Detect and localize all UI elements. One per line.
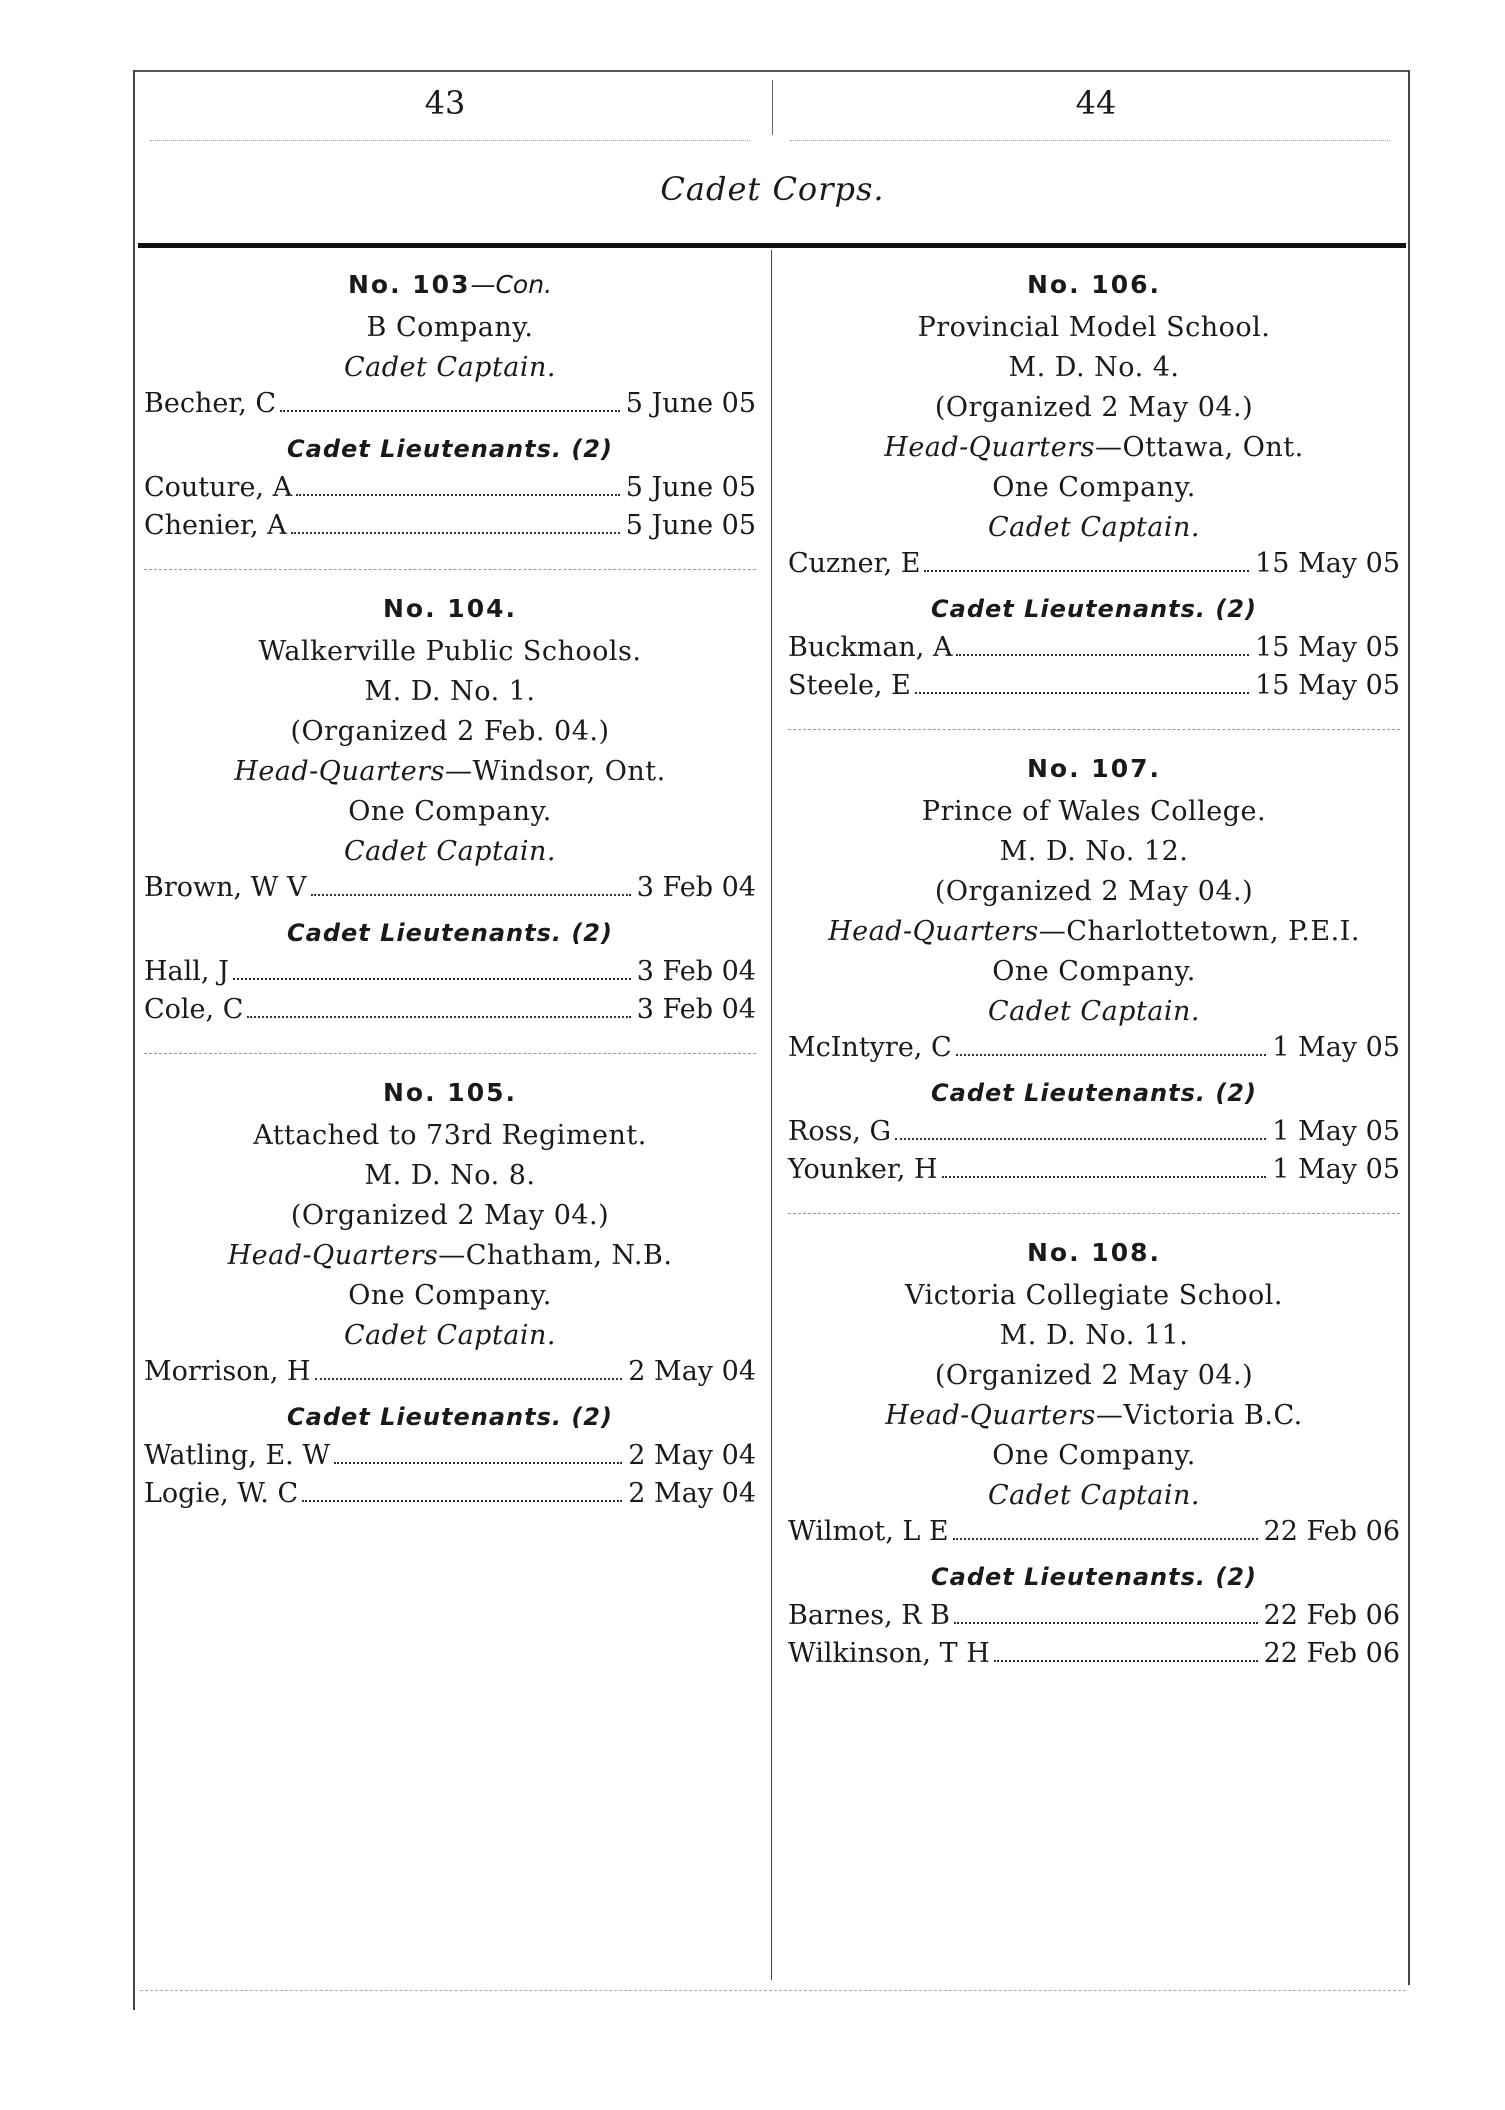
unit-number: No. 103 [347, 270, 471, 299]
left-page-number: 43 [424, 84, 466, 122]
lieutenant-date: 15 May 05 [1255, 632, 1400, 663]
bottom-rule [140, 1990, 1406, 1991]
unit-title-suffix: —Con. [470, 270, 553, 299]
cadet-captain-label: Cadet Captain. [987, 996, 1201, 1027]
lieutenant-entry [788, 1597, 1400, 1635]
captain-date: 5 June 05 [625, 388, 756, 419]
column-divider [771, 250, 772, 1980]
captain-entry [144, 1353, 756, 1391]
lieutenant-date: 1 May 05 [1272, 1116, 1400, 1147]
headquarters-value: —Chatham, N.B. [438, 1240, 673, 1271]
cadet-lieutenants-label: Cadet Lieutenants. (2) [287, 1403, 613, 1431]
headquarters-label: Head-Quarters [884, 432, 1095, 463]
lieutenant-entry [144, 469, 756, 507]
lieutenant-entry [788, 1151, 1400, 1189]
captain-date: 2 May 04 [628, 1356, 756, 1387]
lieutenant-name: Hall, J [144, 956, 229, 987]
lieutenant-entry [144, 1437, 756, 1475]
headquarters-value: —Charlottetown, P.E.I. [1038, 916, 1360, 947]
unit-block [144, 569, 756, 1029]
lieutenant-date: 2 May 04 [628, 1478, 756, 1509]
captain-entry [788, 545, 1400, 583]
captain-name: Morrison, H [144, 1356, 311, 1387]
lieutenant-entry [144, 1475, 756, 1513]
company-line: One Company. [992, 472, 1196, 503]
cadet-lieutenants-label: Cadet Lieutenants. (2) [931, 1079, 1257, 1107]
captain-name: McIntyre, C [788, 1032, 952, 1063]
frame-top-rule [133, 70, 1409, 72]
cadet-captain-label: Cadet Captain. [987, 1480, 1201, 1511]
cadet-lieutenants-label: Cadet Lieutenants. (2) [931, 1563, 1257, 1591]
headquarters-line [788, 431, 1400, 465]
unit-title [788, 754, 1400, 783]
frame-right-rule [1408, 70, 1410, 1985]
cadet-lieutenants-label: Cadet Lieutenants. (2) [287, 919, 613, 947]
headquarters-value: —Ottawa, Ont. [1094, 432, 1304, 463]
leader-dots [315, 1378, 623, 1380]
lieutenant-name: Watling, E. W [144, 1440, 331, 1471]
lieutenant-name: Barnes, R B [788, 1600, 950, 1631]
leader-dots [302, 1500, 622, 1502]
headquarters-label: Head-Quarters [234, 756, 445, 787]
headquarters-value: —Windsor, Ont. [444, 756, 666, 787]
captain-name: Wilmot, L E [788, 1516, 949, 1547]
header-dotted-rule-left [150, 140, 750, 141]
unit-info-line: (Organized 2 May 04.) [934, 392, 1254, 423]
right-column [788, 270, 1400, 1673]
lieutenant-date: 5 June 05 [625, 510, 756, 541]
unit-block [144, 270, 756, 545]
unit-info-line: Prince of Wales College. [921, 796, 1267, 827]
unit-info-line: B Company. [366, 312, 534, 343]
leader-dots [953, 1538, 1258, 1540]
leader-dots [247, 1016, 630, 1018]
leader-dots [994, 1660, 1258, 1662]
lieutenant-entry [788, 1113, 1400, 1151]
unit-block [144, 1053, 756, 1513]
lieutenant-entry [144, 953, 756, 991]
unit-info-line: M. D. No. 8. [364, 1160, 536, 1191]
leader-dots [311, 894, 631, 896]
captain-entry [144, 869, 756, 907]
leader-dots [334, 1462, 622, 1464]
leader-dots [954, 1622, 1258, 1624]
lieutenant-entry [144, 507, 756, 545]
unit-number: No. 105. [383, 1078, 517, 1107]
lieutenant-date: 2 May 04 [628, 1440, 756, 1471]
unit-separator [144, 569, 756, 570]
lieutenant-name: Ross, G [788, 1116, 892, 1147]
lieutenant-date: 15 May 05 [1255, 670, 1400, 701]
unit-block [788, 729, 1400, 1189]
unit-info-line: Provincial Model School. [917, 312, 1271, 343]
left-column [144, 270, 756, 1513]
unit-info-line: M. D. No. 1. [364, 676, 536, 707]
captain-date: 15 May 05 [1255, 548, 1400, 579]
company-line: One Company. [992, 956, 1196, 987]
lieutenant-name: Younker, H [788, 1154, 938, 1185]
section-title: Cadet Corps. [660, 170, 885, 208]
lieutenant-entry [788, 629, 1400, 667]
lieutenant-name: Buckman, A [788, 632, 953, 663]
unit-separator [788, 1213, 1400, 1214]
company-line: One Company. [348, 1280, 552, 1311]
unit-info-line: M. D. No. 4. [1008, 352, 1180, 383]
company-line: One Company. [348, 796, 552, 827]
unit-title [144, 270, 756, 299]
leader-dots [942, 1176, 1267, 1178]
lieutenant-entry [788, 1635, 1400, 1673]
lieutenant-entry [144, 991, 756, 1029]
unit-number: No. 107. [1027, 754, 1161, 783]
unit-title [788, 270, 1400, 299]
headquarters-label: Head-Quarters [885, 1400, 1096, 1431]
lieutenant-entry [788, 667, 1400, 705]
headquarters-line [144, 1239, 756, 1273]
unit-number: No. 104. [383, 594, 517, 623]
unit-info-line: Victoria Collegiate School. [905, 1280, 1283, 1311]
leader-dots [296, 494, 620, 496]
header-thick-rule [138, 243, 1406, 248]
unit-separator [144, 1053, 756, 1054]
captain-date: 3 Feb 04 [636, 872, 756, 903]
right-page-number: 44 [1075, 84, 1117, 122]
leader-dots [280, 410, 620, 412]
unit-info-line: M. D. No. 12. [999, 836, 1189, 867]
cadet-captain-label: Cadet Captain. [343, 1320, 557, 1351]
unit-title [144, 594, 756, 623]
headquarters-value: —Victoria B.C. [1095, 1400, 1303, 1431]
captain-date: 22 Feb 06 [1263, 1516, 1400, 1547]
unit-title [788, 1238, 1400, 1267]
leader-dots [956, 1054, 1267, 1056]
lieutenant-date: 1 May 05 [1272, 1154, 1400, 1185]
lieutenant-name: Couture, A [144, 472, 293, 503]
frame-left-rule [133, 70, 135, 2010]
unit-number: No. 108. [1027, 1238, 1161, 1267]
unit-number: No. 106. [1027, 270, 1161, 299]
header-dotted-rule-right [790, 140, 1390, 141]
captain-entry [788, 1513, 1400, 1551]
captain-entry [144, 385, 756, 423]
unit-block [788, 1213, 1400, 1673]
unit-info-line: Walkerville Public Schools. [258, 636, 642, 667]
cadet-captain-label: Cadet Captain. [343, 836, 557, 867]
lieutenant-date: 22 Feb 06 [1263, 1638, 1400, 1669]
unit-info-line: (Organized 2 Feb. 04.) [290, 716, 610, 747]
unit-title [144, 1078, 756, 1107]
lieutenant-name: Cole, C [144, 994, 244, 1025]
leader-dots [915, 692, 1249, 694]
unit-separator [788, 729, 1400, 730]
unit-block [788, 270, 1400, 705]
company-line: One Company. [992, 1440, 1196, 1471]
unit-info-line: M. D. No. 11. [999, 1320, 1189, 1351]
lieutenant-name: Wilkinson, T H [788, 1638, 990, 1669]
unit-info-line: (Organized 2 May 04.) [290, 1200, 610, 1231]
headquarters-label: Head-Quarters [227, 1240, 439, 1271]
unit-info-line: (Organized 2 May 04.) [934, 1360, 1254, 1391]
lieutenant-name: Logie, W. C [144, 1478, 299, 1509]
leader-dots [895, 1138, 1266, 1140]
lieutenant-date: 3 Feb 04 [636, 994, 756, 1025]
cadet-lieutenants-label: Cadet Lieutenants. (2) [287, 435, 613, 463]
captain-date: 1 May 05 [1272, 1032, 1400, 1063]
captain-name: Becher, C [144, 388, 277, 419]
captain-name: Cuzner, E [788, 548, 921, 579]
leader-dots [291, 532, 620, 534]
headquarters-line [788, 1399, 1400, 1433]
lieutenant-date: 3 Feb 04 [636, 956, 756, 987]
leader-dots [233, 978, 631, 980]
header-divider [772, 80, 773, 135]
headquarters-line [144, 755, 756, 789]
lieutenant-date: 22 Feb 06 [1263, 1600, 1400, 1631]
unit-info-line: (Organized 2 May 04.) [934, 876, 1254, 907]
leader-dots [924, 570, 1249, 572]
cadet-lieutenants-label: Cadet Lieutenants. (2) [931, 595, 1257, 623]
leader-dots [956, 654, 1249, 656]
captain-name: Brown, W V [144, 872, 307, 903]
lieutenant-date: 5 June 05 [625, 472, 756, 503]
captain-entry [788, 1029, 1400, 1067]
lieutenant-name: Steele, E [788, 670, 911, 701]
headquarters-line [788, 915, 1400, 949]
headquarters-label: Head-Quarters [828, 916, 1039, 947]
unit-info-line: Attached to 73rd Regiment. [253, 1120, 647, 1151]
cadet-captain-label: Cadet Captain. [987, 512, 1201, 543]
cadet-captain-label: Cadet Captain. [343, 352, 557, 383]
lieutenant-name: Chenier, A [144, 510, 287, 541]
